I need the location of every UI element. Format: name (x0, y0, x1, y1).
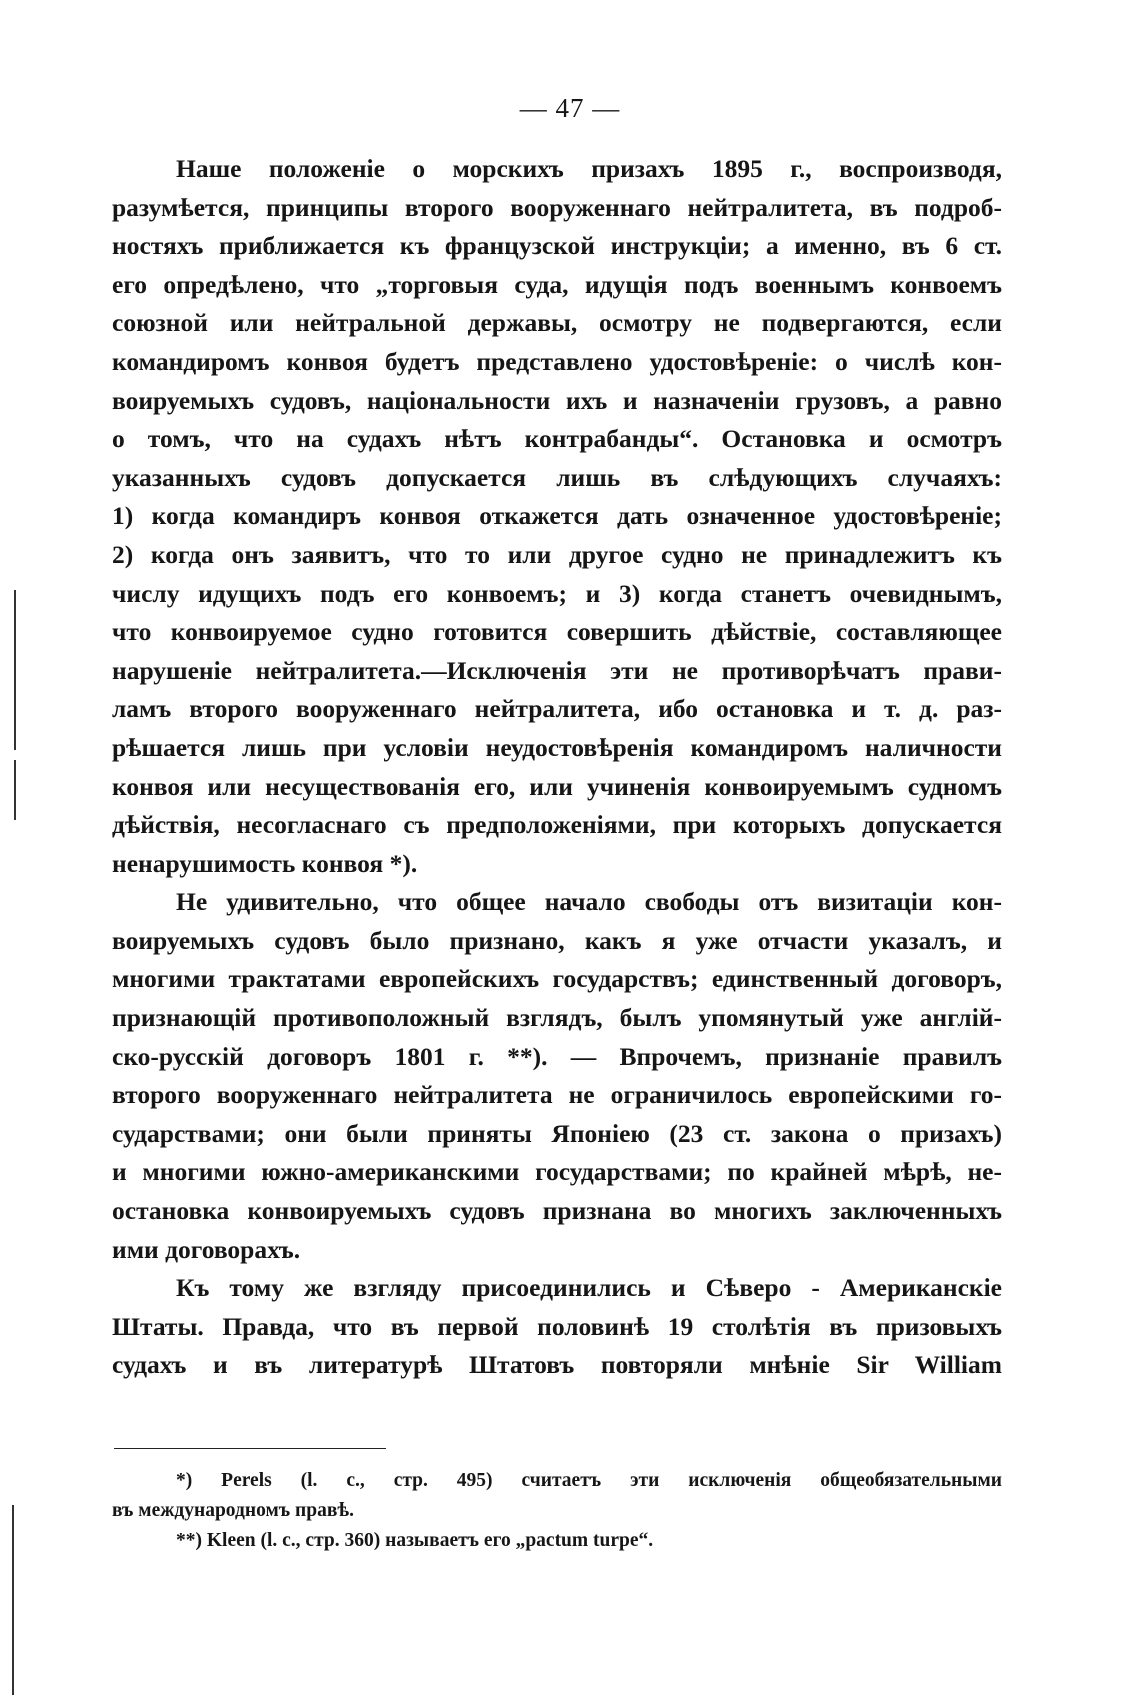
text-line: остановка конвоируемыхъ судовъ признана во многихъ заключенныхъ (112, 1196, 1002, 1226)
scan-artifact-line (12, 1505, 14, 1695)
text-line: воируемыхъ судовъ, національности ихъ и назначеніи грузовъ, а равно (112, 385, 1002, 415)
text-line: сударствами; они были приняты Японіею (23 ст. закона о призахъ) (112, 1118, 1002, 1148)
text-line: конвоя или несуществованія его, или учиненія конвоируемымъ судномъ (112, 771, 1002, 801)
text-line: командиромъ конвоя будетъ представлено удостовѣреніе: о числѣ кон- (112, 346, 1002, 376)
text-line: 2) когда онъ заявитъ, что то или другое судно не принадлежитъ къ (112, 539, 1002, 569)
body-text (112, 150, 1002, 1385)
text-line: Штаты. Правда, что въ первой половинѣ 19 столѣтія въ призовыхъ (112, 1311, 1002, 1341)
text-line: его опредѣлено, что „торговыя суда, идущія подъ военнымъ конвоемъ (112, 269, 1002, 299)
text-line: Къ тому же взгляду присоединились и Сѣверо - Американскіе (176, 1273, 1002, 1303)
text-line: рѣшается лишь при условіи неудостовѣренія командиромъ наличности (112, 732, 1002, 762)
text-line: числу идущихъ подъ его конвоемъ; и 3) когда станетъ очевиднымъ, (112, 578, 1002, 608)
footnote-line: *) Perels (l. c., стр. 495) считаетъ эти исключенія общеобязательными (176, 1470, 1002, 1491)
text-line: дѣйствія, несогласнаго съ предположеніями, при которыхъ допускается (112, 810, 1002, 840)
paragraph (112, 1269, 1002, 1385)
text-line: ско-русскій договоръ 1801 г. **). — Впрочемъ, признаніе правилъ (112, 1041, 1002, 1071)
paragraph (112, 150, 1002, 883)
text-line: 1) когда командиръ конвоя откажется дать означенное удостовѣреніе; (112, 501, 1002, 531)
footnotes (112, 1466, 1002, 1556)
text-line: ненарушимость конвоя *). (112, 848, 418, 878)
footnote-line: въ международномъ правѣ. (112, 1500, 354, 1521)
text-line: ностяхъ приближается къ французской инструкціи; а именно, въ 6 ст. (112, 231, 1002, 261)
text-line: о томъ, что на судахъ нѣтъ контрабанды“. Остановка и осмотръ (112, 424, 1002, 454)
footnote-line: **) Kleen (l. c., стр. 360) называетъ его „pactum turpe“. (176, 1530, 654, 1551)
scan-artifact-line (14, 590, 16, 750)
text-line: второго вооруженнаго нейтралитета не ограничилось европейскими го- (112, 1080, 1002, 1110)
text-line: многими трактатами европейскихъ государствъ; единственный договоръ, (112, 964, 1002, 994)
paragraph (112, 883, 1002, 1269)
text-line: нарушеніе нейтралитета.—Исключенія эти не противорѣчатъ прави- (112, 655, 1002, 685)
text-line: разумѣется, принципы второго вооруженнаго нейтралитета, въ подроб- (112, 192, 1002, 222)
text-line: союзной или нейтральной державы, осмотру не подвергаются, если (112, 308, 1002, 338)
text-line: судахъ и въ литературѣ Штатовъ повторяли мнѣніе Sir William (112, 1350, 1002, 1380)
text-line: Наше положеніе о морскихъ призахъ 1895 г., воспроизводя, (176, 154, 1002, 183)
text-line: признающій противоположный взглядъ, былъ упомянутый уже англій- (112, 1003, 1002, 1033)
text-line: воируемыхъ судовъ было признано, какъ я уже отчасти указалъ, и (112, 925, 1002, 955)
page-number: — 47 — (519, 93, 621, 123)
text-line: и многими южно-американскими государствами; по крайней мѣрѣ, не- (112, 1157, 1002, 1187)
text-line: указанныхъ судовъ допускается лишь въ слѣдующихъ случаяхъ: (112, 462, 1002, 492)
footnote-divider (114, 1448, 386, 1449)
text-line: ими договорахъ. (112, 1234, 301, 1264)
text-line: Не удивительно, что общее начало свободы отъ визитаціи кон- (176, 887, 1002, 917)
text-line: ламъ второго вооруженнаго нейтралитета, ибо остановка и т. д. раз- (112, 694, 1002, 724)
scan-artifact-line (14, 760, 16, 820)
text-line: что конвоируемое судно готовится совершить дѣйствіе, составляющее (112, 617, 1002, 647)
